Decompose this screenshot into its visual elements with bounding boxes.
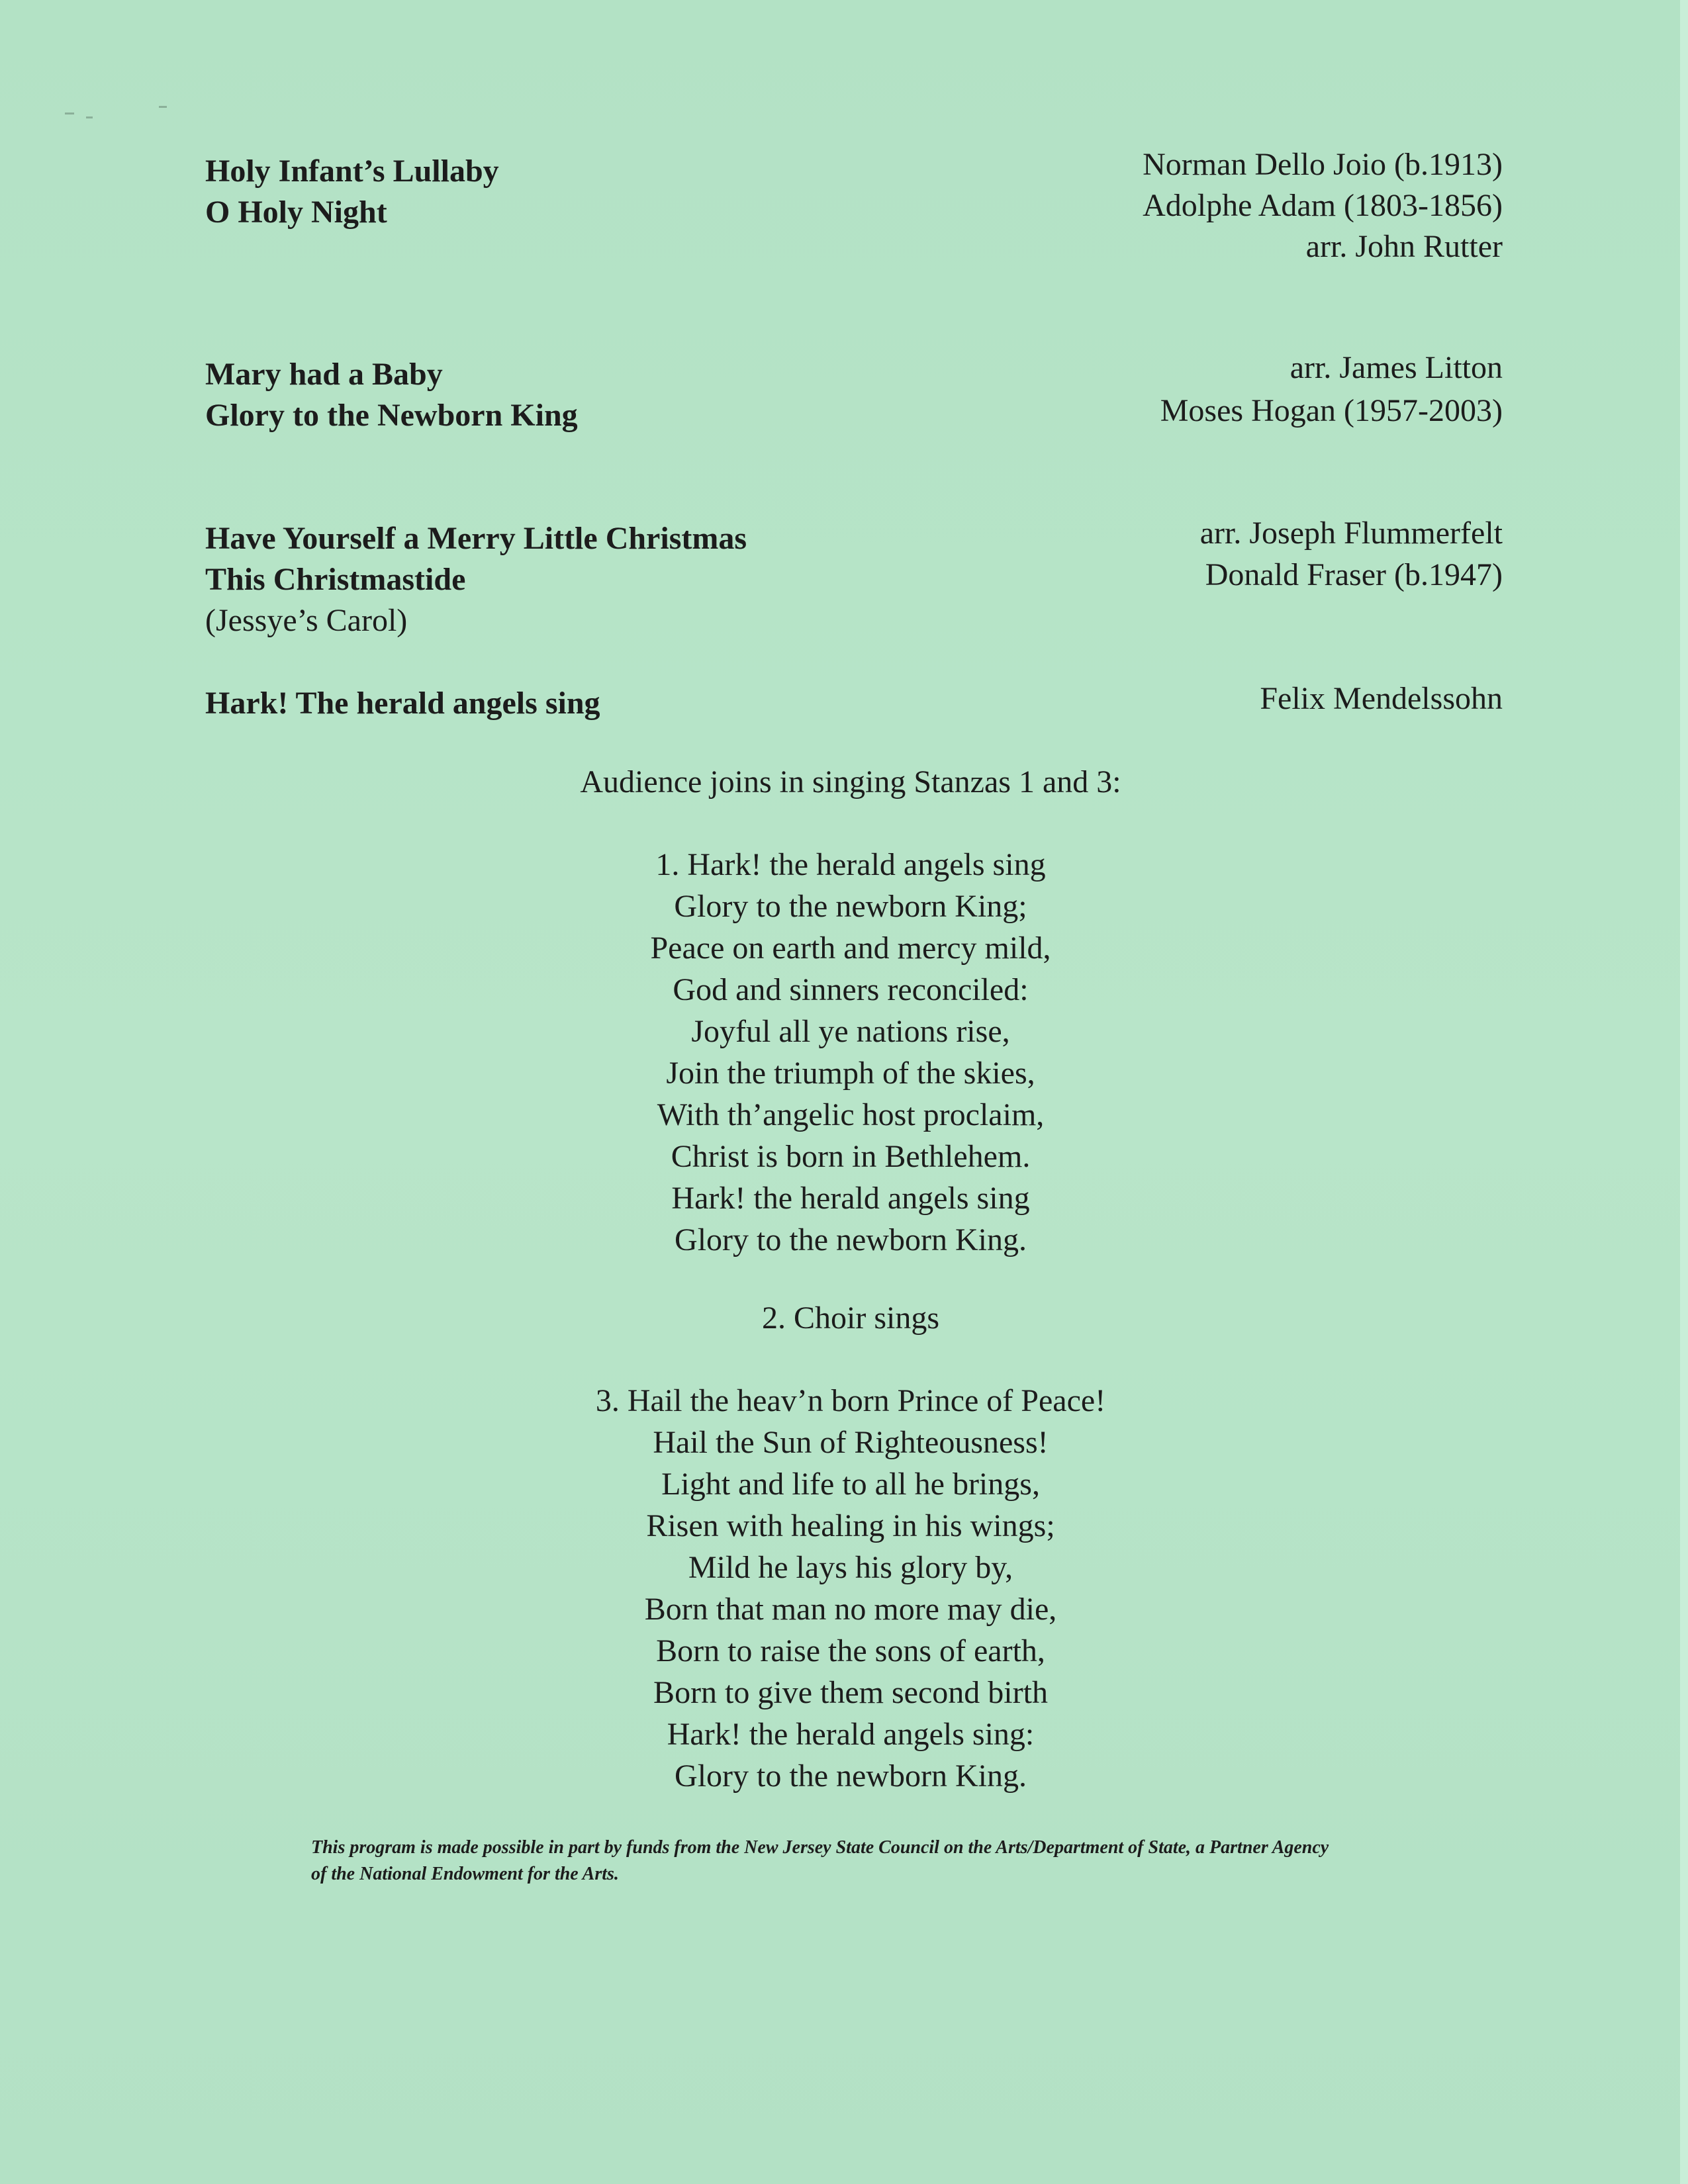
lyric-line: Glory to the newborn King. xyxy=(675,1222,1027,1257)
paper-speck xyxy=(65,113,74,114)
composer: Felix Mendelssohn xyxy=(1260,681,1503,716)
lyric-line: Glory to the newborn King. xyxy=(675,1758,1027,1794)
piece-title: Mary had a Baby xyxy=(205,357,443,392)
lyric-line: Peace on earth and mercy mild, xyxy=(650,931,1051,966)
lyric-line: Mild he lays his glory by, xyxy=(688,1550,1013,1585)
lyric-line: 3. Hail the heav’n born Prince of Peace! xyxy=(595,1383,1106,1418)
funding-footnote xyxy=(311,1835,1516,1888)
piece-title: Glory to the Newborn King xyxy=(205,398,578,433)
composer: Donald Fraser (b.1947) xyxy=(1205,557,1503,592)
composer: arr. John Rutter xyxy=(1305,229,1503,264)
piece-title: Holy Infant’s Lullaby xyxy=(205,154,499,189)
lyric-line: Light and life to all he brings, xyxy=(661,1467,1040,1502)
lyric-line: Born to give them second birth xyxy=(653,1675,1048,1710)
piece-subtitle: (Jessye’s Carol) xyxy=(205,603,408,638)
stanza-3 xyxy=(0,1380,1688,1797)
lyric-line: Risen with healing in his wings; xyxy=(646,1508,1055,1543)
composer: Adolphe Adam (1803-1856) xyxy=(1143,188,1503,223)
stanza-2: 2. Choir sings xyxy=(761,1300,940,1336)
composer: arr. James Litton xyxy=(1289,350,1503,385)
lyric-line: Joyful all ye nations rise, xyxy=(691,1014,1010,1049)
composer: arr. Joseph Flummerfelt xyxy=(1199,516,1503,551)
paper-speck xyxy=(86,116,93,118)
lyric-line: Glory to the newborn King; xyxy=(674,889,1027,924)
composer: Norman Dello Joio (b.1913) xyxy=(1143,147,1503,182)
lyric-line: 1. Hark! the herald angels sing xyxy=(655,847,1046,882)
lyric-line: Born that man no more may die, xyxy=(644,1592,1057,1627)
lyric-line: Hark! the herald angels sing xyxy=(671,1181,1030,1216)
lyric-line: Born to raise the sons of earth, xyxy=(656,1633,1045,1668)
lyric-line: Christ is born in Bethlehem. xyxy=(671,1139,1031,1174)
stanza-1 xyxy=(0,844,1688,1261)
footnote-line: This program is made possible in part by funds from the New Jersey State Council on the Arts/Department of State, a Partner Agency xyxy=(311,1837,1329,1858)
piece-title: O Holy Night xyxy=(205,195,387,230)
lyric-line: God and sinners reconciled: xyxy=(673,972,1029,1007)
lyric-line: Hark! the herald angels sing: xyxy=(667,1717,1035,1752)
composer: Moses Hogan (1957-2003) xyxy=(1160,393,1503,428)
piece-title: Have Yourself a Merry Little Christmas xyxy=(205,521,747,556)
lyric-line: With th’angelic host proclaim, xyxy=(657,1097,1045,1132)
footnote-line: of the National Endowment for the Arts. xyxy=(311,1864,619,1884)
lyric-line: Join the triumph of the skies, xyxy=(666,1056,1035,1091)
lyric-line: Hail the Sun of Righteousness! xyxy=(653,1425,1049,1460)
piece-title: Hark! The herald angels sing xyxy=(205,686,600,721)
piece-title: This Christmastide xyxy=(205,562,466,597)
audience-note: Audience joins in singing Stanzas 1 and 3: xyxy=(580,764,1121,799)
paper-speck xyxy=(159,106,167,108)
